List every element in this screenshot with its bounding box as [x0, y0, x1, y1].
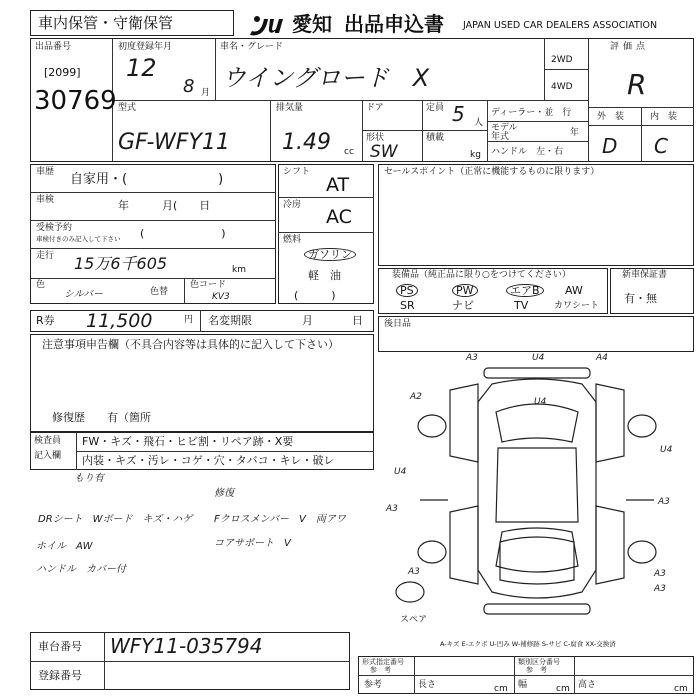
equip-pw: PW: [452, 284, 478, 297]
reception-note: 車検付きのみ記入して下さい: [36, 235, 121, 243]
height-label: 高さ: [578, 680, 597, 690]
model-value: GF-WFY11: [118, 130, 230, 155]
registration-year: 12: [126, 54, 157, 82]
lot-label: 出品番号: [35, 42, 72, 52]
shape-spec-ref: 参 考: [370, 666, 391, 674]
inspector-note-1: DRシート Wボード キズ・ハゲ: [38, 514, 193, 525]
inspector-note-6: コアサポート V: [214, 538, 291, 549]
shift-value: AT: [326, 174, 350, 196]
inspector-note-4: 修復: [214, 488, 234, 499]
color-code-value: KV3: [212, 292, 230, 302]
length-unit: cm: [494, 684, 508, 694]
model-year-label: モデル: [491, 123, 518, 133]
sales-point-block: [378, 164, 694, 266]
damage-mark-4: A2: [410, 392, 422, 402]
jaa-logo: [248, 11, 292, 37]
later-items-label: 後日品: [384, 319, 412, 329]
reception-label: 受検予約: [36, 223, 73, 233]
spare-label: スペア: [400, 615, 428, 625]
width-label: 幅: [518, 680, 528, 690]
mileage-value: 15万6千605: [74, 254, 168, 273]
lot-number: 30769: [34, 86, 117, 116]
history-value: 自家用・( ): [70, 172, 224, 187]
form-title: 出品申込書: [344, 12, 444, 36]
damage-mark-11: A3: [654, 569, 666, 579]
transfer-label: 名変期限: [208, 314, 252, 327]
recycle-block: [30, 310, 374, 332]
drive-2wd: 2WD: [551, 55, 573, 65]
inspector-label-2: 記入欄: [34, 451, 62, 461]
lot-bracket-number: [2099]: [44, 66, 81, 79]
load-label: 積載: [426, 133, 445, 143]
reception-value: ( ): [140, 227, 226, 240]
equip-leather-seat: カワシート: [554, 301, 600, 311]
reference-label: 参考: [364, 680, 383, 690]
interior-grade: C: [654, 134, 668, 158]
displacement-label: 排気量: [276, 103, 304, 113]
inspector-note-5: Fクロスメンバー V 両アワ: [214, 514, 346, 525]
damage-mark-3: A4: [596, 353, 608, 363]
registration-month-unit: 月: [201, 88, 211, 98]
recycle-unit: 円: [184, 315, 194, 325]
displacement-unit: cc: [344, 147, 354, 157]
equip-ps: PS: [396, 284, 418, 297]
shape-spec-label: 形式指定番号: [362, 658, 404, 666]
inspector-note-head: もり有: [74, 473, 104, 484]
inspector-note-2: ホイル AW: [36, 541, 93, 552]
damage-mark-1: A3: [466, 353, 478, 363]
model-year-sub: 年式: [491, 132, 510, 142]
equip-navi: ナビ: [452, 299, 474, 312]
doors-label: ドア: [366, 103, 384, 113]
equipment-label: 装備品（純正品に限り○をつけてください）: [392, 270, 571, 280]
equip-aw: AW: [565, 284, 583, 297]
recycle-label: R券: [36, 314, 55, 327]
class-spec-label: 類別区分番号: [518, 658, 560, 666]
inspection-value: 年 月( 日: [118, 199, 211, 212]
model-year-unit: 年: [570, 128, 580, 138]
sales-point-label: セールスポイント（正常に機能するものに限ります）: [384, 167, 600, 177]
cooling-value: AC: [326, 206, 352, 228]
capacity-label: 定員: [426, 103, 445, 113]
car-damage-diagram: [380, 352, 694, 630]
class-spec-ref: 参 考: [526, 666, 547, 674]
mileage-label: 走行: [36, 251, 55, 261]
grade-label: 評価点: [610, 42, 650, 52]
recycle-value: 11,500: [86, 310, 153, 332]
registration-number-label: 登録番号: [38, 669, 82, 682]
cooling-label: 冷房: [283, 200, 302, 210]
storage-label: 車内保管・守衛保管: [38, 14, 174, 32]
damage-mark-10: A3: [408, 567, 420, 577]
transfer-month: 月: [302, 314, 313, 327]
drive-4wd: 4WD: [551, 82, 573, 92]
dealer-label: ディーラー・並 行: [491, 108, 572, 118]
inspector-interior-row: 内装・キズ・汚レ・コゲ・穴・タバコ・キレ・破レ: [82, 454, 335, 467]
chassis-value: WFY11-035794: [110, 634, 263, 658]
later-items-block: [378, 316, 694, 352]
inspector-label: 検査員: [34, 436, 62, 446]
grade-score: R: [627, 68, 647, 101]
color-value: シルバー: [64, 289, 104, 300]
exterior-grade: D: [602, 134, 618, 158]
shape-value: SW: [370, 142, 398, 162]
repair-history-label: 修復歴 有（箇所: [52, 411, 151, 424]
damage-mark-5: U4: [534, 397, 547, 407]
association-name: JAPAN USED CAR DEALERS ASSOCIATION: [463, 20, 658, 31]
handle-label: ハンドル 左・右: [491, 147, 564, 157]
vehicle-name-value: ウイングロード X: [222, 64, 430, 92]
equip-tv: TV: [514, 299, 529, 312]
height-unit: cm: [674, 684, 688, 694]
registration-month: 8: [183, 76, 195, 97]
equip-airbag: エアB: [506, 284, 544, 297]
warranty-value: 有・無: [624, 292, 657, 305]
damage-mark-6: U4: [394, 467, 407, 477]
vehicle-name-label: 車名・グレード: [220, 42, 284, 52]
model-label: 型式: [118, 103, 137, 113]
capacity-unit: 人: [474, 118, 484, 128]
transfer-day: 日: [352, 314, 363, 327]
fuel-diesel: 軽 油: [308, 269, 341, 282]
fuel-label: 燃料: [283, 235, 302, 245]
inspection-label: 車検: [36, 195, 55, 205]
capacity-value: 5: [452, 102, 465, 126]
equip-sr: SR: [400, 299, 415, 312]
fuel-gasoline: ガソリン: [304, 248, 356, 261]
color-code-label: 色コード: [190, 280, 227, 290]
length-label: 長さ: [418, 680, 437, 690]
repaint-label: 色替: [150, 287, 169, 297]
registration-label: 初度登録年月: [118, 42, 173, 52]
shift-label: シフト: [283, 167, 311, 177]
inspector-fw-row: FW・キズ・飛石・ヒビ割・リペア跡・X要: [82, 435, 294, 448]
interior-label: 内 装: [650, 112, 678, 122]
history-label: 車歴: [36, 167, 55, 177]
notes-label: 注意事項申告欄（不具合内容等は具体的に記入して下さい）: [42, 338, 339, 351]
damage-mark-8: A3: [386, 504, 398, 514]
warranty-label: 新車保証書: [622, 270, 668, 280]
shape-label: 形状: [366, 133, 385, 143]
fuel-other: ( ): [294, 289, 336, 302]
org-name: 愛知: [292, 12, 332, 36]
width-unit: cm: [556, 684, 570, 694]
damage-mark-12: A3: [654, 584, 666, 594]
damage-mark-2: U4: [532, 353, 545, 363]
color-label: 色: [36, 280, 46, 290]
load-unit: kg: [470, 150, 481, 160]
exterior-label: 外 装: [597, 112, 625, 122]
mileage-unit: km: [232, 265, 246, 275]
damage-mark-9: A3: [658, 497, 670, 507]
chassis-label: 車台番号: [38, 640, 82, 653]
damage-legend: A-キズ E-エクボ U-凹み W-補修跡 S-サビ C-腐食 XX-交換済: [440, 640, 616, 648]
displacement-value: 1.49: [282, 130, 331, 155]
inspector-note-3: ハンドル カバー付: [36, 564, 126, 575]
damage-mark-7: U4: [660, 445, 673, 455]
